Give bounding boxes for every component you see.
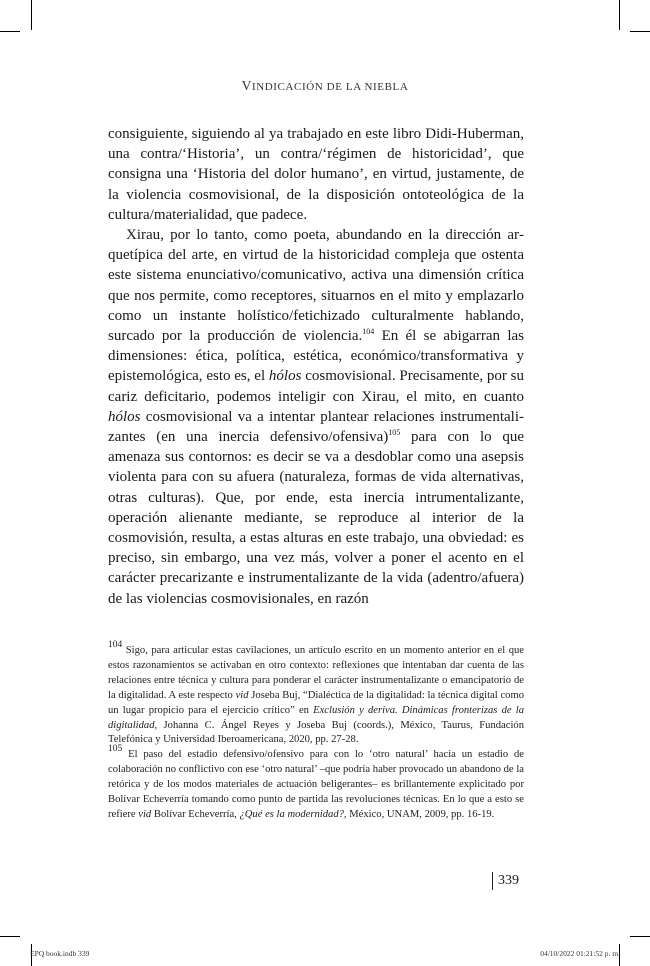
footnote-reference-105[interactable]: 105 bbox=[388, 428, 401, 438]
paragraph-xirau-part-d: cosmovisional va a intentar plantear relaciones instrumentalizantes (en una inercia defensivo/ofensiva) bbox=[108, 408, 524, 446]
running-head-rest: INDICACIÓN DE LA NIEBLA bbox=[251, 81, 409, 93]
footnotes bbox=[108, 640, 524, 823]
footnote-105 bbox=[108, 744, 524, 823]
crop-mark-left-upper bbox=[0, 31, 20, 32]
footnote-vid: vid bbox=[138, 808, 152, 820]
term-holos: hólos bbox=[108, 408, 141, 425]
crop-mark-top-right bbox=[619, 0, 620, 30]
footnote-vid: vid bbox=[235, 689, 249, 701]
paragraph-xirau bbox=[108, 225, 524, 609]
running-head-initial: V bbox=[241, 78, 252, 93]
paragraph-xirau-part-b: En él se abigarran las dimensiones: ética, política, estética, económico/transformativa y epistemológica, esto es, el bbox=[108, 328, 524, 385]
crop-mark-right-upper bbox=[630, 31, 650, 32]
footnote-book-title: ¿Qué es la modernidad?, bbox=[239, 808, 347, 820]
footnote-reference-104[interactable]: 104 bbox=[362, 327, 375, 337]
footnote-text: Bolívar Echeverría, bbox=[151, 808, 240, 820]
paragraph-xirau-part-c: cosmovisional. Precisamente, por su cariz deficitario, podemos inteligir con Xirau, el mito, en cuanto bbox=[108, 368, 524, 405]
running-head bbox=[0, 78, 650, 94]
crop-mark-top-left bbox=[31, 0, 32, 30]
printer-slug-left: EPQ book.indb 339 bbox=[30, 949, 90, 958]
footnote-text: Sigo, para articular estas cavilaciones, un artículo escrito en un momento anterior en el que estos razonamientos se activaban en otro contexto: reflexiones que intentaban dar cuenta de las relaciones entre técnica y cultura para ponderar el carácter instrumentalizante o emancipatorio de la digitalidad. A este respecto bbox=[108, 645, 524, 701]
footnote-number: 105 bbox=[108, 744, 123, 755]
term-holos: hólos bbox=[268, 368, 302, 385]
footnote-104 bbox=[108, 640, 524, 748]
footnote-number: 104 bbox=[108, 640, 123, 650]
paragraph-xirau-part-e: para con lo que amenaza sus contornos: es decir se va a desdoblar como una asepsis violenta para con su afuera (naturaleza, formas de vida alternativas, otras culturas). Que, por ende, esta inercia intrumentalizante, operación alienante mediante, se reproduce al interior de la cosmovisión, resulta, a estas alturas en este trabajo, una obviedad: es preciso, sin embargo, una vez más, volver a poner el acento en el carácter precarizante e instrumentalizante de la vida (adentro/afuera) de las violencias cosmovisionales, en razón bbox=[108, 429, 524, 607]
crop-mark-left-lower bbox=[0, 936, 20, 937]
page-number: 339 bbox=[492, 872, 519, 890]
body-text bbox=[108, 124, 524, 609]
printer-slug-right: 04/10/2022 01:21:52 p. m. bbox=[540, 949, 620, 958]
footnote-text: Johanna C. Ángel Reyes y Joseba Buj (coords.), México, Taurus, Fundación Telefónica y Universidad Iberoamericana, 2020, pp. 27-28. bbox=[108, 719, 524, 746]
paragraph-xirau-part-a: Xirau, por lo tanto, como poeta, abundando en la dirección arquetípica del arte, en virtud de la historicidad compleja que ostenta este sistema enunciativo/comunicativo, activa una dimensión crítica que nos permite, como receptores, situarnos en el mito y emplazarlo como un instante holístico/fetichizado culturalmente hablando, surcado por la producción de violencia. bbox=[108, 227, 524, 345]
crop-mark-right-lower bbox=[630, 936, 650, 937]
footnote-text: El paso del estadio defensivo/ofensivo para con lo ‘otro natural’ hacia un estadio de colaboración no conflictivo con ese ‘otro natural’ –que podría haber provocado un abandono de la retórica y de los modos materiales de actuación beligerantes– es brillantemente explicitado por Bolívar Echeverría tomando como punto de partida las revoluciones técnicas. En lo que a esto se refiere bbox=[108, 749, 524, 820]
footnote-book-title: Exclusión y deriva. Dinámicas fronterizas de la digitalidad, bbox=[108, 704, 524, 731]
footnote-text: México, UNAM, 2009, pp. 16-19. bbox=[346, 808, 495, 820]
paragraph-continuation: consiguiente, siguiendo al ya trabajado en este libro Didi-Huberman, una contra/‘Historia’, un contra/‘régimen de historicidad’, que consigna una ‘Historia del dolor humano’, en virtud, justamente, de la violencia cosmovisional, de la disposición ontoteológica de la cultura/materialidad, que padece. bbox=[108, 126, 524, 223]
footnote-text: Joseba Buj, “Dialéctica de la digitalidad: la técnica digital como un lugar propicio para el ejercicio crítico” en bbox=[108, 689, 524, 716]
